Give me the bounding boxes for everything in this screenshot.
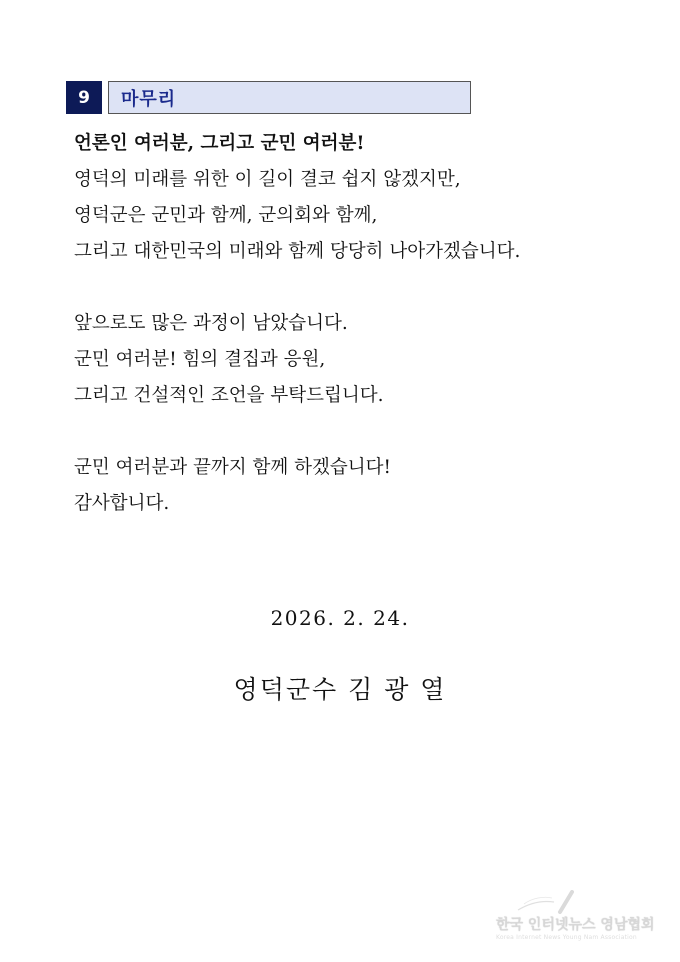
watermark-main-text: 한국 인터넷뉴스 영남협회 bbox=[496, 917, 655, 933]
paragraph-line: 영덕군은 군민과 함께, 군의회와 함께, bbox=[74, 205, 378, 226]
section-header bbox=[66, 81, 471, 114]
paragraph-gap bbox=[74, 414, 644, 450]
paragraph-line: 앞으로도 많은 과정이 남았습니다. bbox=[74, 313, 348, 334]
signature: 영덕군수 김 광 열 bbox=[233, 675, 447, 704]
body-text bbox=[74, 126, 644, 522]
paragraph-line: 그리고 대한민국의 미래와 함께 당당히 나아가겠습니다. bbox=[74, 241, 521, 262]
watermark-sub-text: Korea Internet News Young Nam Association bbox=[496, 934, 637, 941]
paragraph-line: 군민 여러분과 끝까지 함께 하겠습니다! bbox=[74, 457, 391, 478]
section-number: 9 bbox=[66, 81, 102, 114]
paragraph-line: 영덕의 미래를 위한 이 길이 결코 쉽지 않겠지만, bbox=[74, 169, 461, 190]
paragraph-line: 그리고 건설적인 조언을 부탁드립니다. bbox=[74, 385, 384, 406]
section-title-box bbox=[108, 81, 471, 114]
greeting-line: 언론인 여러분, 그리고 군민 여러분! bbox=[74, 133, 365, 154]
paragraph-line: 군민 여러분! 힘의 결집과 응원, bbox=[74, 349, 326, 370]
paragraph-line: 감사합니다. bbox=[74, 493, 170, 514]
document-date: 2026. 2. 24. bbox=[270, 606, 410, 630]
paragraph-gap bbox=[74, 270, 644, 306]
watermark-swoosh-icon bbox=[514, 890, 574, 916]
watermark bbox=[496, 890, 672, 950]
section-title: 마무리 bbox=[121, 88, 177, 110]
